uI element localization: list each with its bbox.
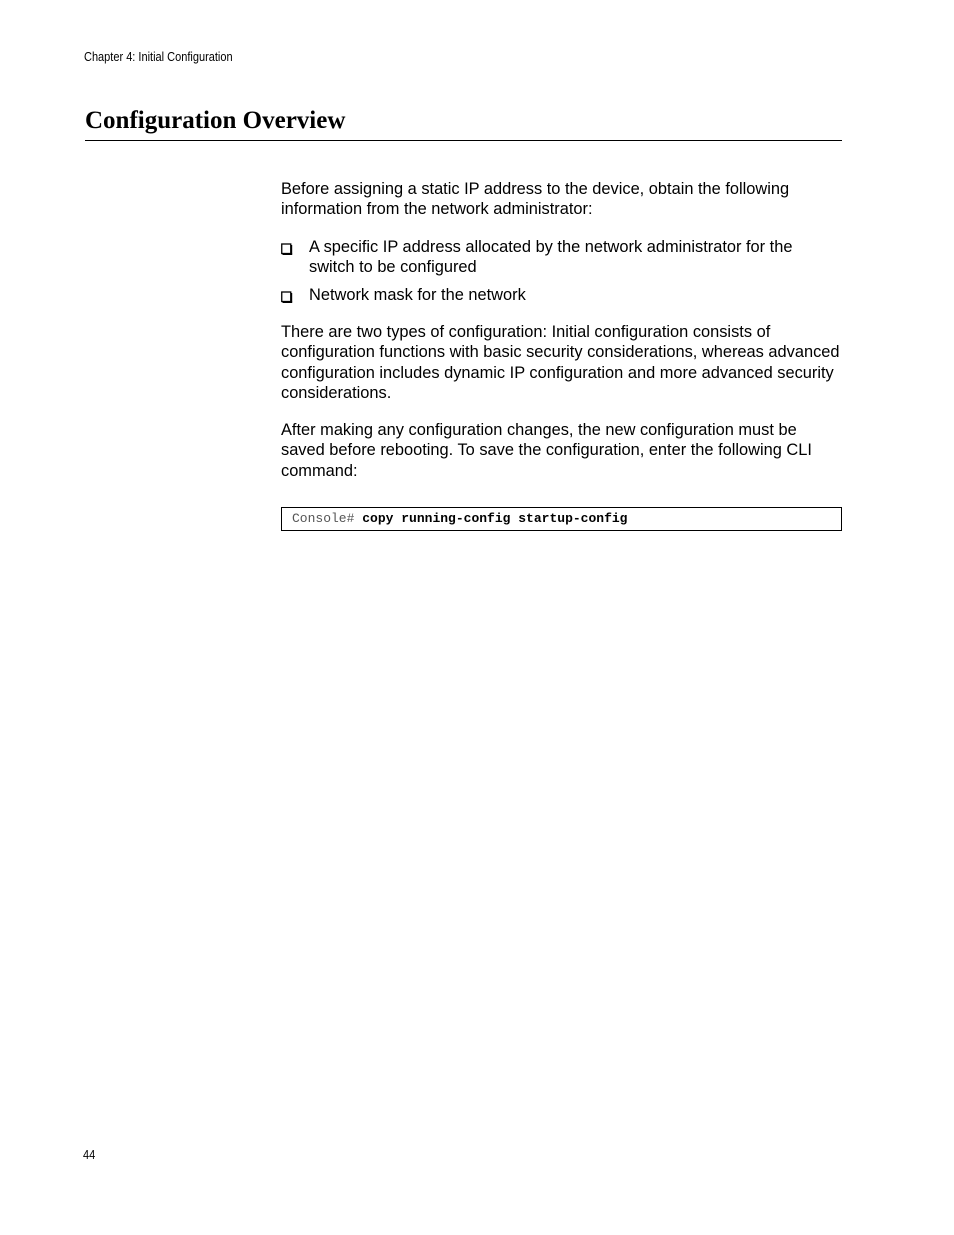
requirements-list [281, 237, 842, 305]
list-item [281, 285, 842, 305]
config-types-paragraph: There are two types of configuration: Initial configuration consists of configuration functions with basic security considerations, whereas advanced configuration includes dynamic IP configuration and more advanced security considerations. [281, 322, 840, 402]
intro-paragraph: Before assigning a static IP address to the device, obtain the following information from the network administrator: [281, 180, 790, 219]
cli-prompt: Console# [292, 511, 355, 527]
body-column [281, 179, 842, 531]
checkbox-square-icon [281, 240, 293, 254]
save-config-paragraph: After making any configuration changes, the new configuration must be saved before rebooting. To save the configuration, enter the following CLI command: [281, 421, 812, 480]
running-header: Chapter 4: Initial Configuration [84, 50, 233, 64]
checkbox-square-icon [281, 288, 293, 302]
page-number: 44 [83, 1148, 96, 1162]
cli-code-block [281, 507, 842, 531]
list-item [281, 237, 842, 278]
cli-command: copy running-config startup-config [362, 511, 628, 527]
section-title: Configuration Overview [85, 106, 842, 141]
list-item-text: Network mask for the network [309, 285, 526, 304]
list-item-text: A specific IP address allocated by the network administrator for the switch to be configured [309, 237, 793, 276]
